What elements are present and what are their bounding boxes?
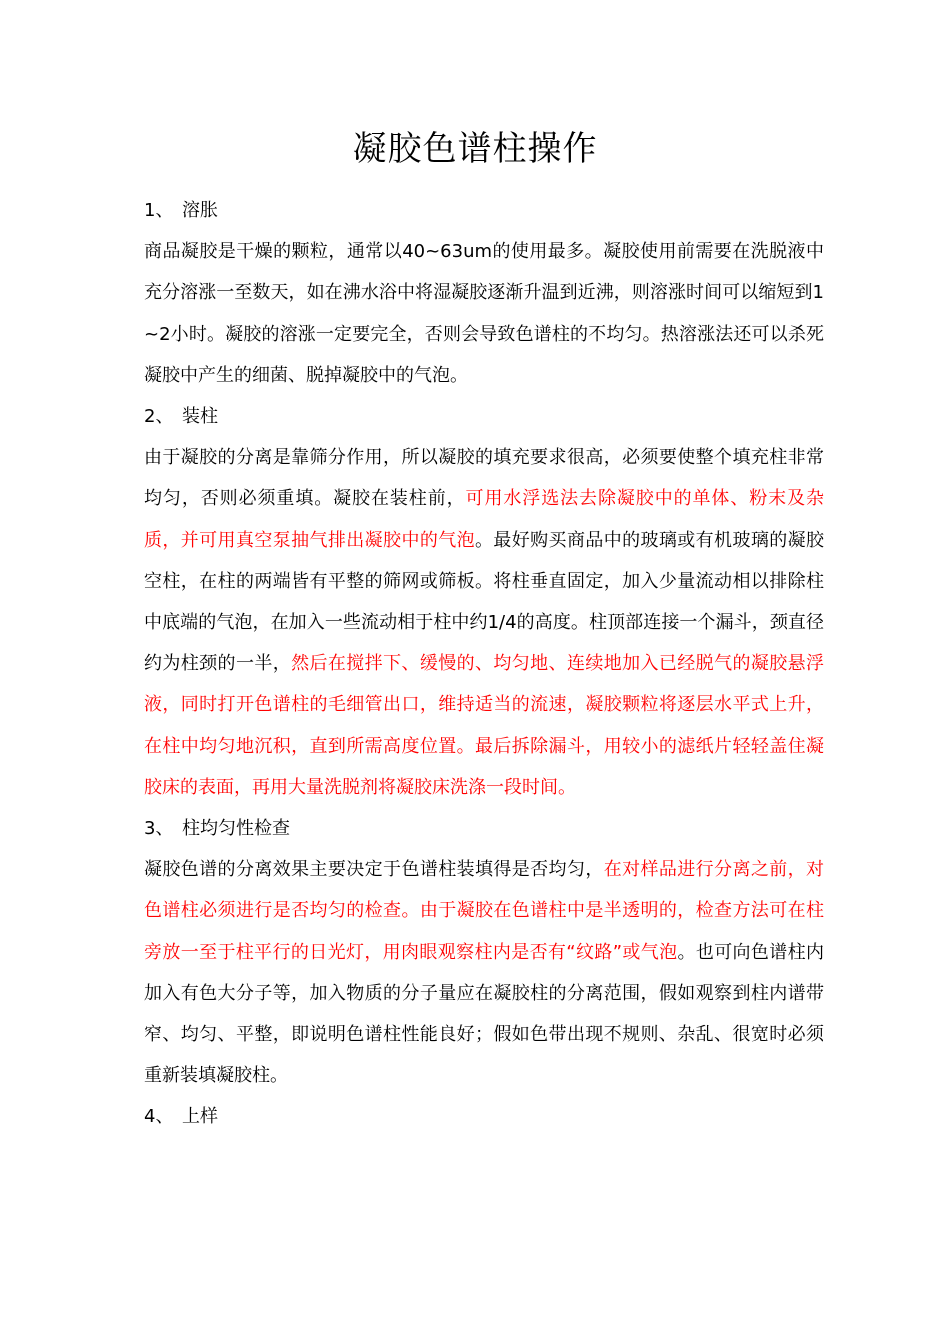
section-title: 柱均匀性检查 (182, 818, 290, 840)
paragraph-text: 由于凝胶的分离是靠筛分作用，所以凝胶的填充要求很高，必须要使整个填充柱非常均匀，否则必须重填。凝胶在装柱前， (144, 447, 824, 510)
section-title: 上样 (182, 1106, 218, 1128)
section-title: 溶胀 (182, 200, 218, 221)
highlighted-text: 可用水浮选法去除凝胶中的单体、粉末及杂质，并可用真空泵抽气排出凝胶中的气泡 (144, 488, 825, 551)
paragraph-text: 。也可向色谱柱内加入有色大分子等，加入物质的分子量应在凝胶柱的分离范围，假如观察到柱内谱带窄、均匀、平整，即说明色谱柱性能良好；假如色带出现不规则、杂乱、很宽时必须重新装填凝胶柱。 (144, 941, 824, 1087)
document-body (144, 190, 824, 1138)
paragraph-text: 凝胶色谱的分离效果主要决定于色谱柱装填得是否均匀， (144, 859, 604, 881)
section-paragraph-uniformity-check (144, 849, 824, 1096)
paragraph-text: 。最好购买商品中的玻璃或有机玻璃的凝胶空柱，在柱的两端皆有平整的筛网或筛板。将柱垂直固定，加入少量流动相以排除柱中底端的气泡，在加入一些流动相于柱中约1/4的高度。柱顶部连接一个漏斗，颈直径约为柱颈的一半， (144, 529, 824, 675)
highlighted-text: 在对样品进行分离之前，对色谱柱必须进行是否均匀的检查。由于凝胶在色谱柱中是半透明的，检查方法可在柱旁放一至于柱平行的日光灯，用肉眼观察柱内是否有“纹路”或气泡 (144, 859, 825, 963)
section-heading-uniformity-check (144, 808, 824, 849)
section-number: 3、 (144, 818, 174, 840)
section-number: 1、 (144, 200, 174, 221)
section-number: 4、 (144, 1106, 174, 1128)
section-paragraph-packing (144, 437, 824, 808)
section-title: 装柱 (182, 406, 218, 428)
highlighted-text: 然后在搅拌下、缓慢的、均匀地、连续地加入已经脱气的凝胶悬浮液，同时打开色谱柱的毛细管出口，维持适当的流速，凝胶颗粒将逐层水平式上升，在柱中均匀地沉积，直到所需高度位置。最后拆除漏斗，用较小的滤纸片轻轻盖住凝胶床的表面，再用大量洗脱剂将凝胶床洗涤一段时间。 (144, 653, 825, 798)
section-heading-swelling (144, 190, 824, 231)
paragraph-text: 商品凝胶是干燥的颗粒，通常以40~63um的使用最多。凝胶使用前需要在洗脱液中充分溶涨一至数天，如在沸水浴中将湿凝胶逐渐升温到近沸，则溶涨时间可以缩短到1~2小时。凝胶的溶涨一定要完全，否则会导致色谱柱的不均匀。热溶涨法还可以杀死凝胶中产生的细菌、脱掉凝胶中的气泡。 (144, 241, 824, 386)
section-heading-packing (144, 396, 824, 437)
page-title: 凝胶色谱柱操作 (352, 129, 598, 169)
section-paragraph-swelling (144, 231, 824, 396)
section-number: 2、 (144, 406, 174, 428)
section-heading-sample-loading (144, 1096, 824, 1137)
